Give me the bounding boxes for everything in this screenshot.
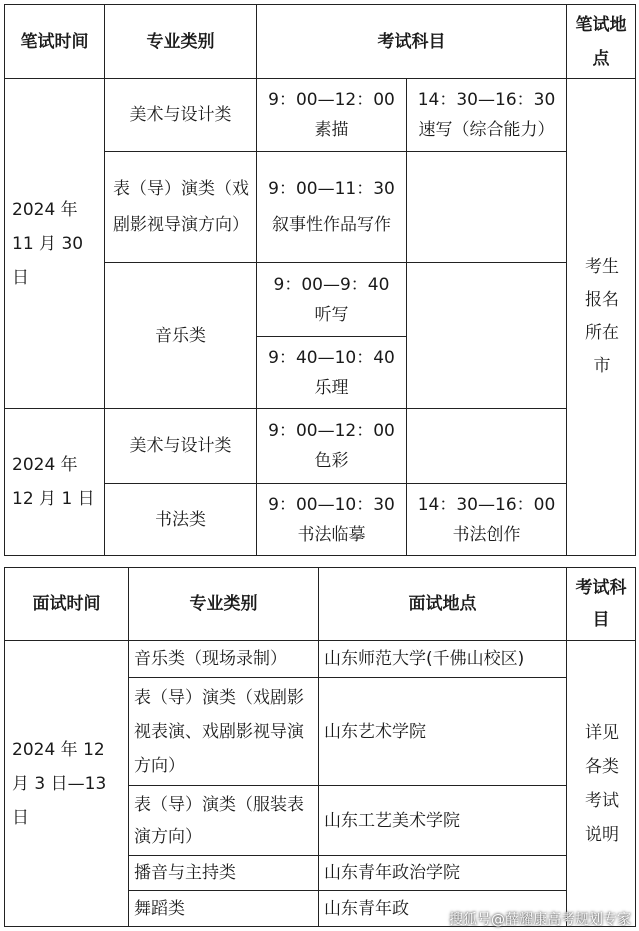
subject-music-1 [257, 263, 406, 336]
subject-art1-pm [407, 79, 566, 151]
subject-music-2 [257, 337, 406, 408]
subject-calli-pm [407, 484, 566, 555]
header-interview-time: 面试时间 [32, 594, 101, 614]
category-music: 音乐类 [155, 325, 206, 346]
written-date-2: 2024 年 12 月 1 日 [12, 455, 95, 509]
category-art-1: 美术与设计类 [129, 105, 232, 125]
subject-time: 9：40—10：40 [268, 347, 395, 368]
interview-location-fashion: 山东工艺美术学院 [324, 810, 460, 831]
subject-time: 9：00—12：00 [268, 90, 395, 110]
subject-drama-am [262, 152, 401, 262]
header-interview-subject: 考试科目 [575, 578, 627, 630]
subject-time: 9：00—9：40 [273, 274, 390, 295]
subject-calli-am [257, 484, 406, 555]
interview-subject: 详见各类考试说明 [585, 722, 619, 845]
subject-name: 色彩 [314, 451, 349, 471]
interview-date: 2024 年 12 月 3 日—13 日 [12, 739, 107, 828]
interview-category-drama: 表（导）演类（戏剧影视表演、戏剧影视导演方向） [134, 687, 304, 776]
watermark: 搜狐号@薛耀康高考规划专家 [449, 912, 631, 928]
interview-location-dance: 山东青年政 [324, 898, 409, 919]
subject-name: 听写 [314, 304, 349, 325]
subject-time: 14：30—16：30 [417, 90, 556, 110]
header-interview-category: 专业类别 [189, 594, 258, 614]
header-subject: 考试科目 [377, 31, 446, 52]
subject-name: 书法临摹 [297, 524, 366, 545]
interview-location-music: 山东师范大学(千佛山校区) [324, 649, 525, 669]
subject-art1-am [257, 79, 406, 151]
subject-name: 乐理 [314, 377, 349, 398]
subject-time: 14：30—16：00 [417, 494, 556, 515]
interview-location-drama: 山东艺术学院 [324, 721, 426, 742]
interview-category-broadcast: 播音与主持类 [134, 863, 236, 883]
written-location: 考生报名所在市 [585, 257, 619, 376]
header-written-time: 笔试时间 [20, 31, 89, 52]
subject-name: 书法创作 [452, 524, 521, 545]
subject-time: 9：00—10：30 [268, 494, 395, 515]
header-written-location: 笔试地点 [575, 14, 627, 69]
subject-name: 速写（综合能力） [418, 120, 555, 140]
subject-art2-am [257, 409, 406, 483]
written-date-1: 2024 年 11 月 30 日 [12, 199, 84, 288]
subject-name: 叙事性作品写作 [272, 215, 391, 235]
header-category: 专业类别 [146, 31, 215, 52]
interview-category-music: 音乐类（现场录制） [134, 649, 287, 669]
interview-location-broadcast: 山东青年政治学院 [324, 863, 460, 883]
subject-name: 素描 [314, 120, 349, 140]
interview-category-fashion: 表（导）演类（服装表演方向） [134, 794, 304, 847]
category-drama: 表（导）演类（戏剧影视导演方向） [113, 179, 249, 235]
interview-category-dance: 舞蹈类 [134, 898, 185, 919]
subject-time: 9：00—12：00 [268, 421, 395, 441]
subject-time: 9：00—11：30 [268, 179, 395, 199]
category-art-2: 美术与设计类 [129, 436, 232, 456]
category-calligraphy: 书法类 [155, 509, 206, 530]
header-interview-location: 面试地点 [408, 594, 477, 614]
